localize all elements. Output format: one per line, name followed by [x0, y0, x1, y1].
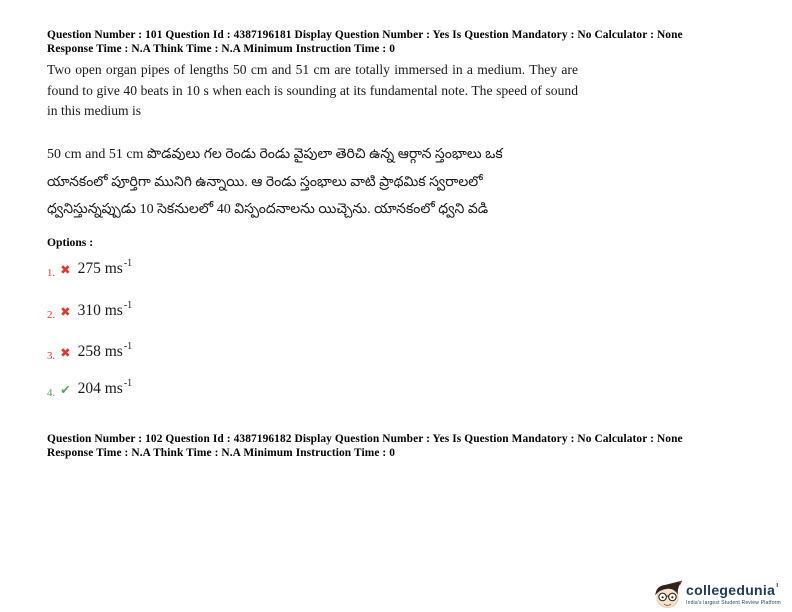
option-2-value: 310 $ms^{-1}$	[77, 299, 133, 319]
exponent: -1	[123, 257, 133, 269]
logo-wordmark: collegedunia	[686, 582, 776, 598]
question-101-meta-line-2: Response Time : N.A Think Time : N.A Minimum Instruction Time : 0	[47, 42, 396, 55]
wrong-answer-icon: ✖	[60, 345, 71, 360]
logo-text-block	[686, 582, 781, 607]
option-1-value: 275 $ms^{-1}$	[77, 257, 133, 277]
question-102-metadata	[47, 433, 683, 461]
question-102-meta-line-1: Question Number : 102 Question Id : 4387196182 Display Question Number : Yes Is Question Mandatory : No Calculator : None	[47, 433, 683, 445]
exponent: -1	[123, 340, 133, 352]
option-row-4	[47, 372, 131, 398]
telugu-line: 50 cm and 51 cm పొడవులు గల రెండు రెండు వైపులా తెరిచి ఉన్న ఆర్గాన స్తంభాలు ఒక	[47, 147, 503, 162]
telugu-line: యానకంలో పూర్తిగా మునిగి ఉన్నాయి. ఆ రెండు స్తంభాలు వాటి ప్రాథమిక స్వరాలలో	[47, 174, 483, 190]
option-row-3	[47, 335, 131, 361]
option-2-number: 2.	[47, 309, 56, 321]
option-4-number: 4.	[47, 387, 56, 399]
option-row-2	[47, 294, 131, 320]
question-101-metadata	[47, 29, 683, 57]
question-102-meta-line-2: Response Time : N.A Think Time : N.A Minimum Instruction Time : 0	[47, 446, 396, 459]
exponent: -1	[123, 377, 133, 389]
logo-tagline: India's largest Student Review Platform	[686, 600, 781, 606]
option-3-value: 258 $ms^{-1}$	[77, 340, 133, 360]
collegedunia-mascot-icon	[651, 579, 684, 610]
collegedunia-logo[interactable]	[651, 579, 781, 610]
exponent: -1	[123, 299, 133, 311]
option-row-1	[47, 252, 131, 278]
wrong-answer-icon: ✖	[60, 304, 71, 319]
option-3-number: 3.	[47, 350, 56, 362]
wrong-answer-icon: ✖	[60, 262, 71, 277]
question-101-text-telugu	[47, 141, 587, 224]
correct-answer-icon: ✔	[60, 382, 71, 397]
options-label: Options :	[47, 236, 94, 249]
option-1-number: 1.	[47, 267, 56, 279]
question-101-text-english: Two open organ pipes of lengths 50 cm and 51 cm are totally immersed in a medium. They are found to give 40 beats in 10 s when each is sounding at its fundamental note. The speed of sound in this medium is	[47, 62, 578, 119]
option-4-value: 204 $ms^{-1}$	[77, 377, 133, 397]
telugu-line: ధ్వనిస్తున్నప్పుడు 10 సెకనులలో 40 విస్పందనాలను యిచ్చెను. యానకంలో ధ్వని వడి	[47, 202, 489, 218]
logo-registered-mark: ı	[776, 582, 779, 589]
question-101-meta-line-1: Question Number : 101 Question Id : 4387196181 Display Question Number : Yes Is Question Mandatory : No Calculator : None	[47, 29, 683, 41]
